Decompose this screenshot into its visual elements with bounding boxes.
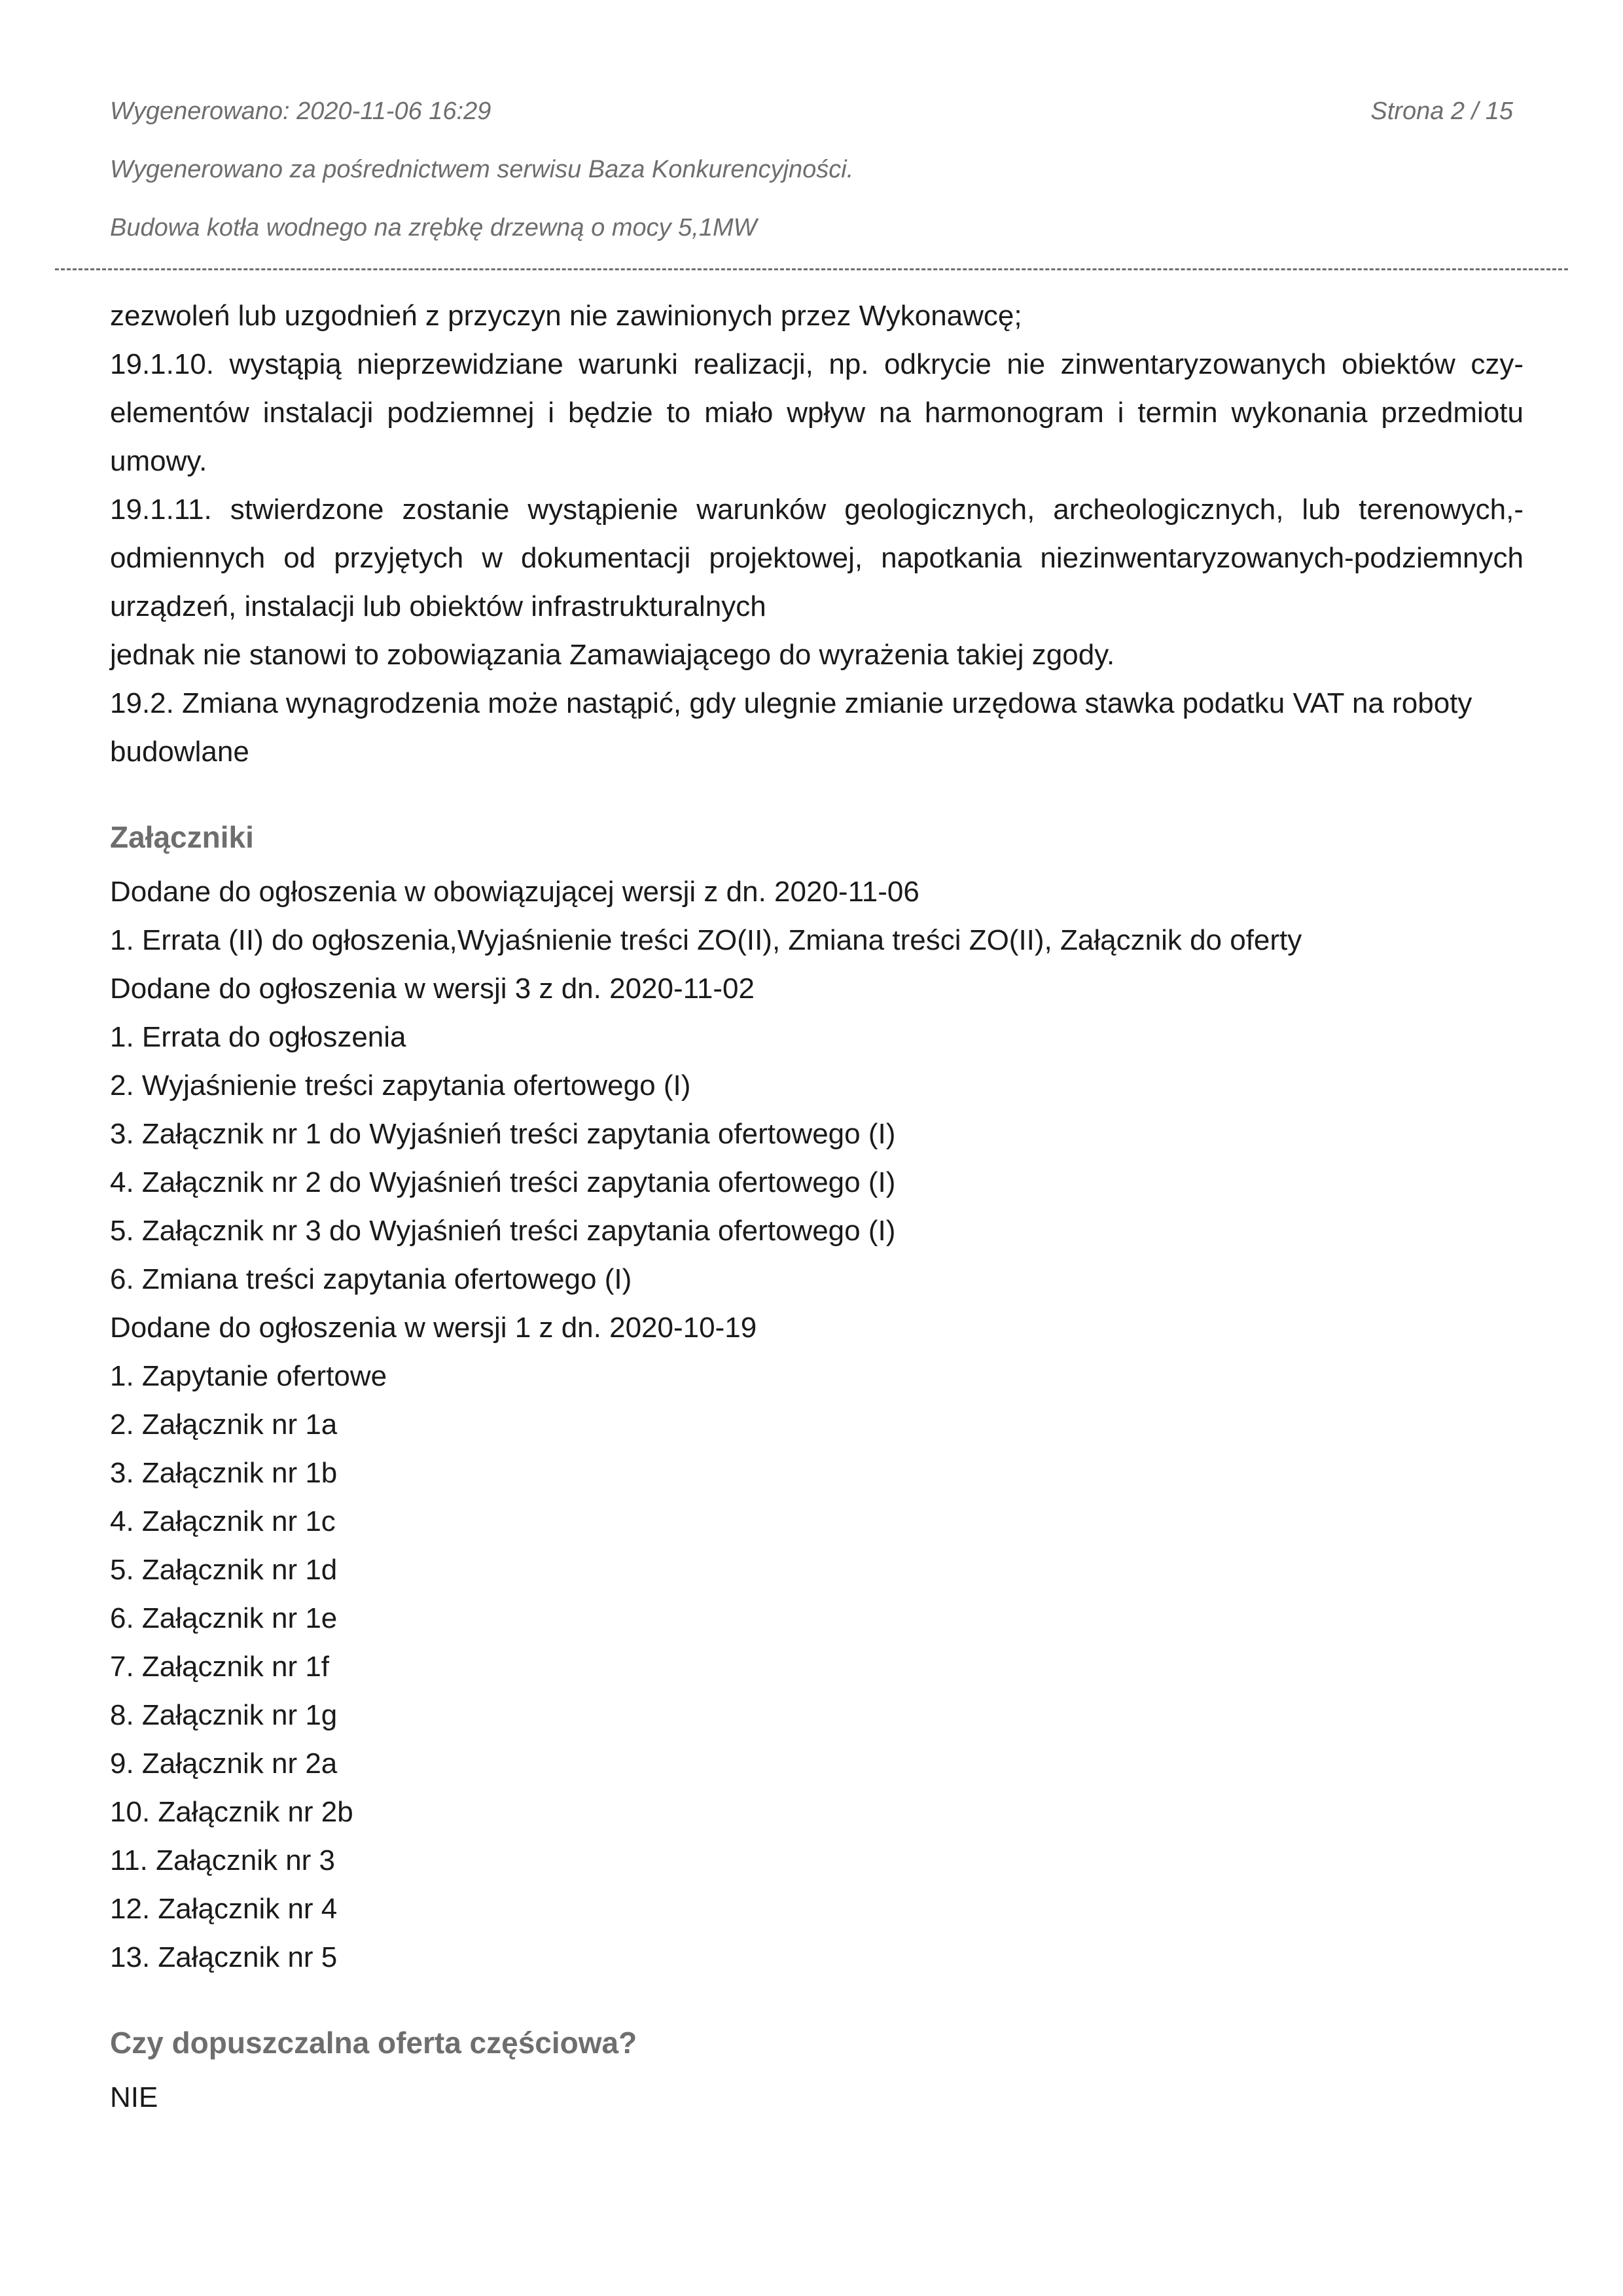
document-title: Budowa kotła wodnego na zrębkę drzewną o mocy 5,1MW xyxy=(110,214,757,242)
attachment-item[interactable]: 6. Zmiana treści zapytania ofertowego (I) xyxy=(110,1263,632,1295)
attachment-item[interactable]: 4. Załącznik nr 1c xyxy=(110,1505,336,1537)
attachment-item[interactable]: 6. Załącznik nr 1e xyxy=(110,1602,338,1634)
attachment-item[interactable]: 1. Errata (II) do ogłoszenia,Wyjaśnienie treści ZO(II), Zmiana treści ZO(II), Załącznik do oferty xyxy=(110,924,1302,956)
attachment-item[interactable]: 3. Załącznik nr 1b xyxy=(110,1457,338,1489)
attachment-item[interactable]: 10. Załącznik nr 2b xyxy=(110,1796,353,1828)
attachment-item[interactable]: 2. Wyjaśnienie treści zapytania ofertowego (I) xyxy=(110,1069,691,1102)
attachments-list xyxy=(110,868,1524,1982)
attachment-item[interactable]: 13. Załącznik nr 5 xyxy=(110,1941,338,1973)
attachment-group-heading: Dodane do ogłoszenia w wersji 1 z dn. 2020-10-19 xyxy=(110,1312,757,1344)
page-content xyxy=(110,292,1524,2122)
header-row-source xyxy=(110,150,1513,189)
partial-offer-title: Czy dopuszczalna oferta częściowa? xyxy=(110,2026,637,2060)
attachments-title: Załączniki xyxy=(110,820,254,854)
generated-source: Wygenerowano za pośrednictwem serwisu Baza Konkurencyjności. xyxy=(110,156,854,183)
body-paragraph: 19.1.11. stwierdzone zostanie wystąpienie warunków geologicznych, archeologicznych, lub terenowych,-odmiennych od przyjętych w dokumentacji projektowej, napotkania niezinwentaryzowanych-podziemnych urządzeń, instalacji lub obiektów infrastrukturalnych xyxy=(110,493,1524,622)
attachment-item[interactable]: 1. Zapytanie ofertowe xyxy=(110,1360,387,1392)
attachment-item[interactable]: 5. Załącznik nr 1d xyxy=(110,1554,338,1586)
spacer xyxy=(110,861,1524,868)
generated-timestamp: Wygenerowano: 2020-11-06 16:29 xyxy=(110,98,491,125)
page-header xyxy=(110,92,1513,266)
partial-offer-value: NIE xyxy=(110,2081,158,2113)
header-row-title xyxy=(110,208,1513,247)
attachment-item[interactable]: 8. Załącznik nr 1g xyxy=(110,1699,338,1731)
attachment-group-heading: Dodane do ogłoszenia w obowiązującej wersji z dn. 2020-11-06 xyxy=(110,876,919,908)
body-paragraph: 19.1.10. wystąpią nieprzewidziane warunki realizacji, np. odkrycie nie zinwentaryzowanych obiektów czy-elementów instalacji podziemnej i będzie to miało wpływ na harmonogram i termin wykonania przedmiotu umowy. xyxy=(110,348,1524,477)
attachment-group-heading: Dodane do ogłoszenia w wersji 3 z dn. 2020-11-02 xyxy=(110,973,755,1005)
body-paragraph: zezwoleń lub uzgodnień z przyczyn nie zawinionych przez Wykonawcę; xyxy=(110,300,1022,332)
attachment-item[interactable]: 1. Errata do ogłoszenia xyxy=(110,1021,406,1053)
page-number: Strona 2 / 15 xyxy=(1370,98,1513,125)
body-paragraph: 19.2. Zmiana wynagrodzenia może nastąpić, gdy ulegnie zmianie urzędowa stawka podatku VAT na roboty budowlane xyxy=(110,687,1472,768)
header-row-generated xyxy=(110,92,1513,131)
attachment-item[interactable]: 9. Załącznik nr 2a xyxy=(110,1748,338,1780)
header-divider xyxy=(55,268,1568,270)
attachment-item[interactable]: 5. Załącznik nr 3 do Wyjaśnień treści zapytania ofertowego (I) xyxy=(110,1215,896,1247)
attachment-item[interactable]: 11. Załącznik nr 3 xyxy=(110,1844,336,1876)
attachment-item[interactable]: 3. Załącznik nr 1 do Wyjaśnień treści zapytania ofertowego (I) xyxy=(110,1118,896,1150)
spacer xyxy=(110,1982,1524,2018)
attachment-item[interactable]: 7. Załącznik nr 1f xyxy=(110,1651,330,1683)
body-paragraph: jednak nie stanowi to zobowiązania Zamawiającego do wyrażenia takiej zgody. xyxy=(110,639,1115,671)
spacer xyxy=(110,776,1524,813)
attachment-item[interactable]: 4. Załącznik nr 2 do Wyjaśnień treści zapytania ofertowego (I) xyxy=(110,1166,896,1198)
spacer xyxy=(110,2067,1524,2073)
attachment-item[interactable]: 12. Załącznik nr 4 xyxy=(110,1893,338,1925)
attachment-item[interactable]: 2. Załącznik nr 1a xyxy=(110,1408,338,1441)
